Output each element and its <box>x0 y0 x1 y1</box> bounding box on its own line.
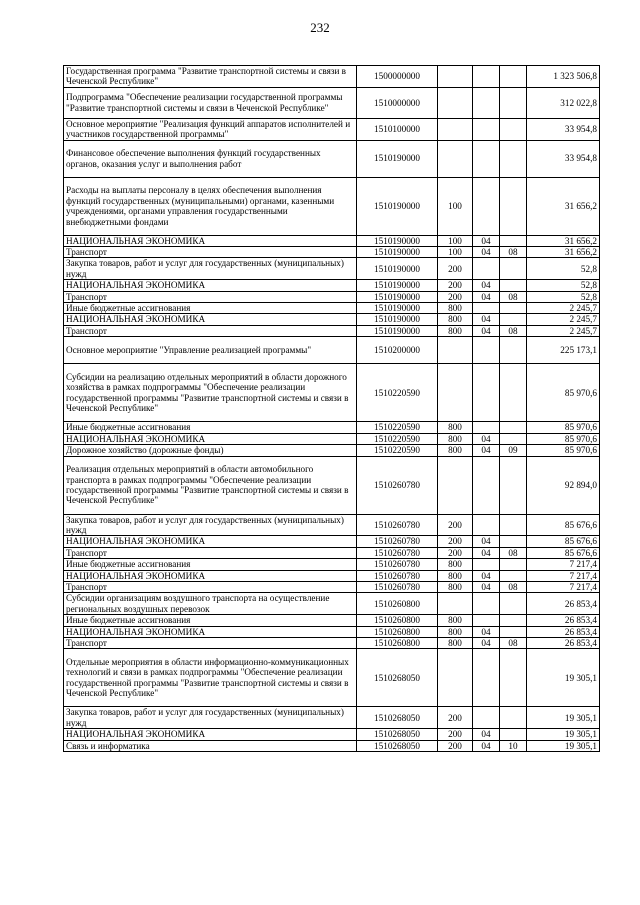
row-section <box>473 649 500 707</box>
row-expense-type: 800 <box>438 581 473 592</box>
row-amount: 312 022,8 <box>527 87 600 118</box>
row-expense-type <box>438 140 473 177</box>
row-target-code: 1510260780 <box>357 536 438 547</box>
row-target-code: 1510220590 <box>357 364 438 422</box>
row-target-code: 1510260800 <box>357 637 438 648</box>
row-subsection <box>500 593 527 615</box>
row-section: 04 <box>473 570 500 581</box>
row-amount: 2 245,7 <box>527 303 600 314</box>
row-target-code: 1510260800 <box>357 626 438 637</box>
table-row <box>64 729 600 740</box>
row-subsection <box>500 314 527 325</box>
table-row <box>64 637 600 648</box>
row-name: Транспорт <box>64 637 357 648</box>
table-row <box>64 433 600 444</box>
row-name: Расходы на выплаты персоналу в целях обеспечения выполнения функций государственных (муниципальными) органами, казенными учреждениями, органами управления государственными внебюджетными фондами <box>64 177 357 235</box>
table-row <box>64 514 600 536</box>
row-name: Транспорт <box>64 325 357 336</box>
table-row <box>64 547 600 558</box>
table-row <box>64 649 600 707</box>
row-expense-type: 800 <box>438 433 473 444</box>
row-name: Транспорт <box>64 247 357 258</box>
row-expense-type: 800 <box>438 637 473 648</box>
row-target-code: 1510260780 <box>357 581 438 592</box>
row-section <box>473 337 500 364</box>
row-amount: 2 245,7 <box>527 314 600 325</box>
row-expense-type: 800 <box>438 615 473 626</box>
row-amount: 31 656,2 <box>527 177 600 235</box>
row-name: Связь и информатика <box>64 740 357 751</box>
row-amount: 19 305,1 <box>527 707 600 729</box>
table-row <box>64 593 600 615</box>
row-section <box>473 303 500 314</box>
row-target-code: 1510260800 <box>357 615 438 626</box>
row-name: Закупка товаров, работ и услуг для государственных (муниципальных) нужд <box>64 707 357 729</box>
row-section: 04 <box>473 581 500 592</box>
row-section <box>473 456 500 514</box>
row-amount: 85 970,6 <box>527 364 600 422</box>
table-row <box>64 258 600 280</box>
row-amount: 52,8 <box>527 291 600 302</box>
row-target-code: 1510190000 <box>357 247 438 258</box>
table-row <box>64 235 600 246</box>
row-amount: 85 970,6 <box>527 422 600 433</box>
row-expense-type: 800 <box>438 559 473 570</box>
row-expense-type <box>438 456 473 514</box>
table-row <box>64 177 600 235</box>
row-target-code: 1510200000 <box>357 337 438 364</box>
row-target-code: 1510190000 <box>357 314 438 325</box>
row-name: НАЦИОНАЛЬНАЯ ЭКОНОМИКА <box>64 570 357 581</box>
row-amount: 225 173,1 <box>527 337 600 364</box>
row-amount: 85 676,6 <box>527 536 600 547</box>
table-row <box>64 280 600 291</box>
row-subsection: 08 <box>500 637 527 648</box>
row-section: 04 <box>473 247 500 258</box>
row-target-code: 1510190000 <box>357 291 438 302</box>
row-amount: 2 245,7 <box>527 325 600 336</box>
row-expense-type: 200 <box>438 258 473 280</box>
table-row <box>64 364 600 422</box>
row-section: 04 <box>473 445 500 456</box>
row-target-code: 1510190000 <box>357 177 438 235</box>
row-section <box>473 66 500 88</box>
row-expense-type: 200 <box>438 514 473 536</box>
row-name: Иные бюджетные ассигнования <box>64 422 357 433</box>
row-section: 04 <box>473 325 500 336</box>
row-target-code: 1510268050 <box>357 729 438 740</box>
row-section <box>473 118 500 140</box>
row-target-code: 1510190000 <box>357 325 438 336</box>
row-target-code: 1510190000 <box>357 280 438 291</box>
row-amount: 19 305,1 <box>527 729 600 740</box>
table-row <box>64 87 600 118</box>
row-section: 04 <box>473 291 500 302</box>
row-expense-type: 800 <box>438 303 473 314</box>
table-row <box>64 303 600 314</box>
row-subsection: 10 <box>500 740 527 751</box>
row-target-code: 1510260800 <box>357 593 438 615</box>
row-name: Основное мероприятие "Реализация функций аппаратов исполнителей и участников государственной программы" <box>64 118 357 140</box>
table-row <box>64 536 600 547</box>
row-section <box>473 87 500 118</box>
row-name: НАЦИОНАЛЬНАЯ ЭКОНОМИКА <box>64 536 357 547</box>
table-row <box>64 445 600 456</box>
row-amount: 33 954,8 <box>527 140 600 177</box>
row-subsection <box>500 303 527 314</box>
row-expense-type: 800 <box>438 626 473 637</box>
row-section <box>473 140 500 177</box>
table-row <box>64 314 600 325</box>
table-row <box>64 559 600 570</box>
row-subsection <box>500 433 527 444</box>
row-target-code: 1510268050 <box>357 707 438 729</box>
row-amount: 26 853,4 <box>527 626 600 637</box>
row-expense-type: 800 <box>438 325 473 336</box>
row-subsection <box>500 364 527 422</box>
row-amount: 26 853,4 <box>527 615 600 626</box>
row-subsection <box>500 66 527 88</box>
row-expense-type: 200 <box>438 707 473 729</box>
row-target-code: 1500000000 <box>357 66 438 88</box>
row-target-code: 1510190000 <box>357 235 438 246</box>
row-target-code: 1510000000 <box>357 87 438 118</box>
row-name: Закупка товаров, работ и услуг для государственных (муниципальных) нужд <box>64 258 357 280</box>
row-target-code: 1510100000 <box>357 118 438 140</box>
row-section: 04 <box>473 536 500 547</box>
row-expense-type <box>438 337 473 364</box>
row-section <box>473 422 500 433</box>
budget-table-body <box>64 66 600 752</box>
row-subsection <box>500 118 527 140</box>
row-section: 04 <box>473 547 500 558</box>
row-subsection <box>500 570 527 581</box>
row-name: Отдельные мероприятия в области информационно-коммуникационных технологий и связи в рамках подпрограммы "Обеспечение реализации государственной программы "Развитие транспортной системы и связи в Чеченской Республике" <box>64 649 357 707</box>
row-amount: 7 217,4 <box>527 570 600 581</box>
row-amount: 92 894,0 <box>527 456 600 514</box>
row-target-code: 1510220590 <box>357 445 438 456</box>
row-subsection: 08 <box>500 581 527 592</box>
row-target-code: 1510190000 <box>357 258 438 280</box>
row-section: 04 <box>473 729 500 740</box>
row-section <box>473 364 500 422</box>
row-expense-type <box>438 66 473 88</box>
row-amount: 26 853,4 <box>527 593 600 615</box>
row-name: Подпрограмма "Обеспечение реализации государственной программы "Развитие транспортной системы и связи в Чеченской Республике" <box>64 87 357 118</box>
row-expense-type <box>438 649 473 707</box>
table-row <box>64 337 600 364</box>
row-name: Реализация отдельных мероприятий в области автомобильного транспорта в рамках подпрограммы "Обеспечение реализации государственной программы "Развитие транспортной системы и связи в Чеченской Республике" <box>64 456 357 514</box>
row-name: Государственная программа "Развитие транспортной системы и связи в Чеченской Республике" <box>64 66 357 88</box>
row-section <box>473 615 500 626</box>
table-row <box>64 615 600 626</box>
row-subsection: 08 <box>500 247 527 258</box>
row-subsection <box>500 140 527 177</box>
row-name: Основное мероприятие "Управление реализацией программы" <box>64 337 357 364</box>
row-expense-type: 200 <box>438 536 473 547</box>
row-subsection: 08 <box>500 325 527 336</box>
row-subsection: 08 <box>500 291 527 302</box>
row-section: 04 <box>473 280 500 291</box>
row-name: Транспорт <box>64 547 357 558</box>
row-section <box>473 707 500 729</box>
row-expense-type <box>438 593 473 615</box>
row-expense-type: 100 <box>438 235 473 246</box>
row-amount: 26 853,4 <box>527 637 600 648</box>
row-expense-type: 200 <box>438 280 473 291</box>
budget-table <box>63 65 600 752</box>
table-row <box>64 581 600 592</box>
row-subsection <box>500 337 527 364</box>
row-target-code: 1510260780 <box>357 514 438 536</box>
row-amount: 33 954,8 <box>527 118 600 140</box>
row-name: Иные бюджетные ассигнования <box>64 615 357 626</box>
row-subsection: 09 <box>500 445 527 456</box>
row-subsection <box>500 649 527 707</box>
table-row <box>64 422 600 433</box>
row-target-code: 1510220590 <box>357 433 438 444</box>
row-amount: 31 656,2 <box>527 235 600 246</box>
row-expense-type: 800 <box>438 570 473 581</box>
row-expense-type <box>438 87 473 118</box>
row-subsection: 08 <box>500 547 527 558</box>
table-row <box>64 118 600 140</box>
row-subsection <box>500 235 527 246</box>
row-name: НАЦИОНАЛЬНАЯ ЭКОНОМИКА <box>64 729 357 740</box>
row-section: 04 <box>473 235 500 246</box>
row-amount: 85 676,6 <box>527 547 600 558</box>
table-row <box>64 291 600 302</box>
row-target-code: 1510260780 <box>357 547 438 558</box>
row-target-code: 1510260780 <box>357 559 438 570</box>
row-subsection <box>500 536 527 547</box>
row-subsection <box>500 177 527 235</box>
row-amount: 52,8 <box>527 280 600 291</box>
row-section <box>473 177 500 235</box>
row-section: 04 <box>473 314 500 325</box>
row-section <box>473 514 500 536</box>
row-subsection <box>500 729 527 740</box>
table-row <box>64 325 600 336</box>
row-expense-type: 200 <box>438 729 473 740</box>
row-amount: 85 970,6 <box>527 433 600 444</box>
row-section: 04 <box>473 433 500 444</box>
row-section <box>473 593 500 615</box>
row-amount: 19 305,1 <box>527 740 600 751</box>
row-target-code: 1510190000 <box>357 303 438 314</box>
page-number: 232 <box>310 20 330 35</box>
row-subsection <box>500 707 527 729</box>
row-target-code: 1510260780 <box>357 570 438 581</box>
table-row <box>64 626 600 637</box>
row-target-code: 1510268050 <box>357 740 438 751</box>
row-subsection <box>500 626 527 637</box>
row-expense-type: 200 <box>438 291 473 302</box>
row-name: Иные бюджетные ассигнования <box>64 303 357 314</box>
row-name: Транспорт <box>64 581 357 592</box>
row-section: 04 <box>473 637 500 648</box>
row-amount: 52,8 <box>527 258 600 280</box>
row-amount: 31 656,2 <box>527 247 600 258</box>
table-row <box>64 247 600 258</box>
table-row <box>64 707 600 729</box>
row-subsection <box>500 615 527 626</box>
row-expense-type <box>438 364 473 422</box>
row-target-code: 1510190000 <box>357 140 438 177</box>
row-subsection <box>500 559 527 570</box>
row-expense-type: 100 <box>438 177 473 235</box>
row-section: 04 <box>473 740 500 751</box>
row-name: Субсидии на реализацию отдельных мероприятий в области дорожного хозяйства в рамках подпрограммы "Обеспечение реализации государственной программы "Развитие транспортной системы и связи в Чеченской Республике" <box>64 364 357 422</box>
row-amount: 85 970,6 <box>527 445 600 456</box>
row-name: Субсидии организациям воздушного транспорта на осуществление региональных воздушных перевозок <box>64 593 357 615</box>
table-row <box>64 456 600 514</box>
row-section: 04 <box>473 626 500 637</box>
row-name: НАЦИОНАЛЬНАЯ ЭКОНОМИКА <box>64 626 357 637</box>
row-name: Транспорт <box>64 291 357 302</box>
row-amount: 1 323 506,8 <box>527 66 600 88</box>
row-amount: 7 217,4 <box>527 581 600 592</box>
row-name: НАЦИОНАЛЬНАЯ ЭКОНОМИКА <box>64 280 357 291</box>
row-target-code: 1510220590 <box>357 422 438 433</box>
row-amount: 85 676,6 <box>527 514 600 536</box>
row-name: НАЦИОНАЛЬНАЯ ЭКОНОМИКА <box>64 433 357 444</box>
table-row <box>64 140 600 177</box>
table-row <box>64 570 600 581</box>
row-subsection <box>500 422 527 433</box>
row-name: Дорожное хозяйство (дорожные фонды) <box>64 445 357 456</box>
row-name: Иные бюджетные ассигнования <box>64 559 357 570</box>
row-subsection <box>500 514 527 536</box>
row-section <box>473 258 500 280</box>
row-expense-type <box>438 118 473 140</box>
row-name: Финансовое обеспечение выполнения функций государственных органов, оказания услуг и выполнения работ <box>64 140 357 177</box>
row-name: НАЦИОНАЛЬНАЯ ЭКОНОМИКА <box>64 314 357 325</box>
row-subsection <box>500 280 527 291</box>
row-target-code: 1510260780 <box>357 456 438 514</box>
table-row <box>64 740 600 751</box>
row-expense-type: 200 <box>438 547 473 558</box>
row-expense-type: 800 <box>438 314 473 325</box>
row-subsection <box>500 456 527 514</box>
row-expense-type: 800 <box>438 445 473 456</box>
row-name: НАЦИОНАЛЬНАЯ ЭКОНОМИКА <box>64 235 357 246</box>
row-amount: 19 305,1 <box>527 649 600 707</box>
row-subsection <box>500 87 527 118</box>
row-target-code: 1510268050 <box>357 649 438 707</box>
row-amount: 7 217,4 <box>527 559 600 570</box>
row-section <box>473 559 500 570</box>
row-expense-type: 100 <box>438 247 473 258</box>
row-expense-type: 200 <box>438 740 473 751</box>
row-name: Закупка товаров, работ и услуг для государственных (муниципальных) нужд <box>64 514 357 536</box>
table-row <box>64 66 600 88</box>
row-subsection <box>500 258 527 280</box>
row-expense-type: 800 <box>438 422 473 433</box>
